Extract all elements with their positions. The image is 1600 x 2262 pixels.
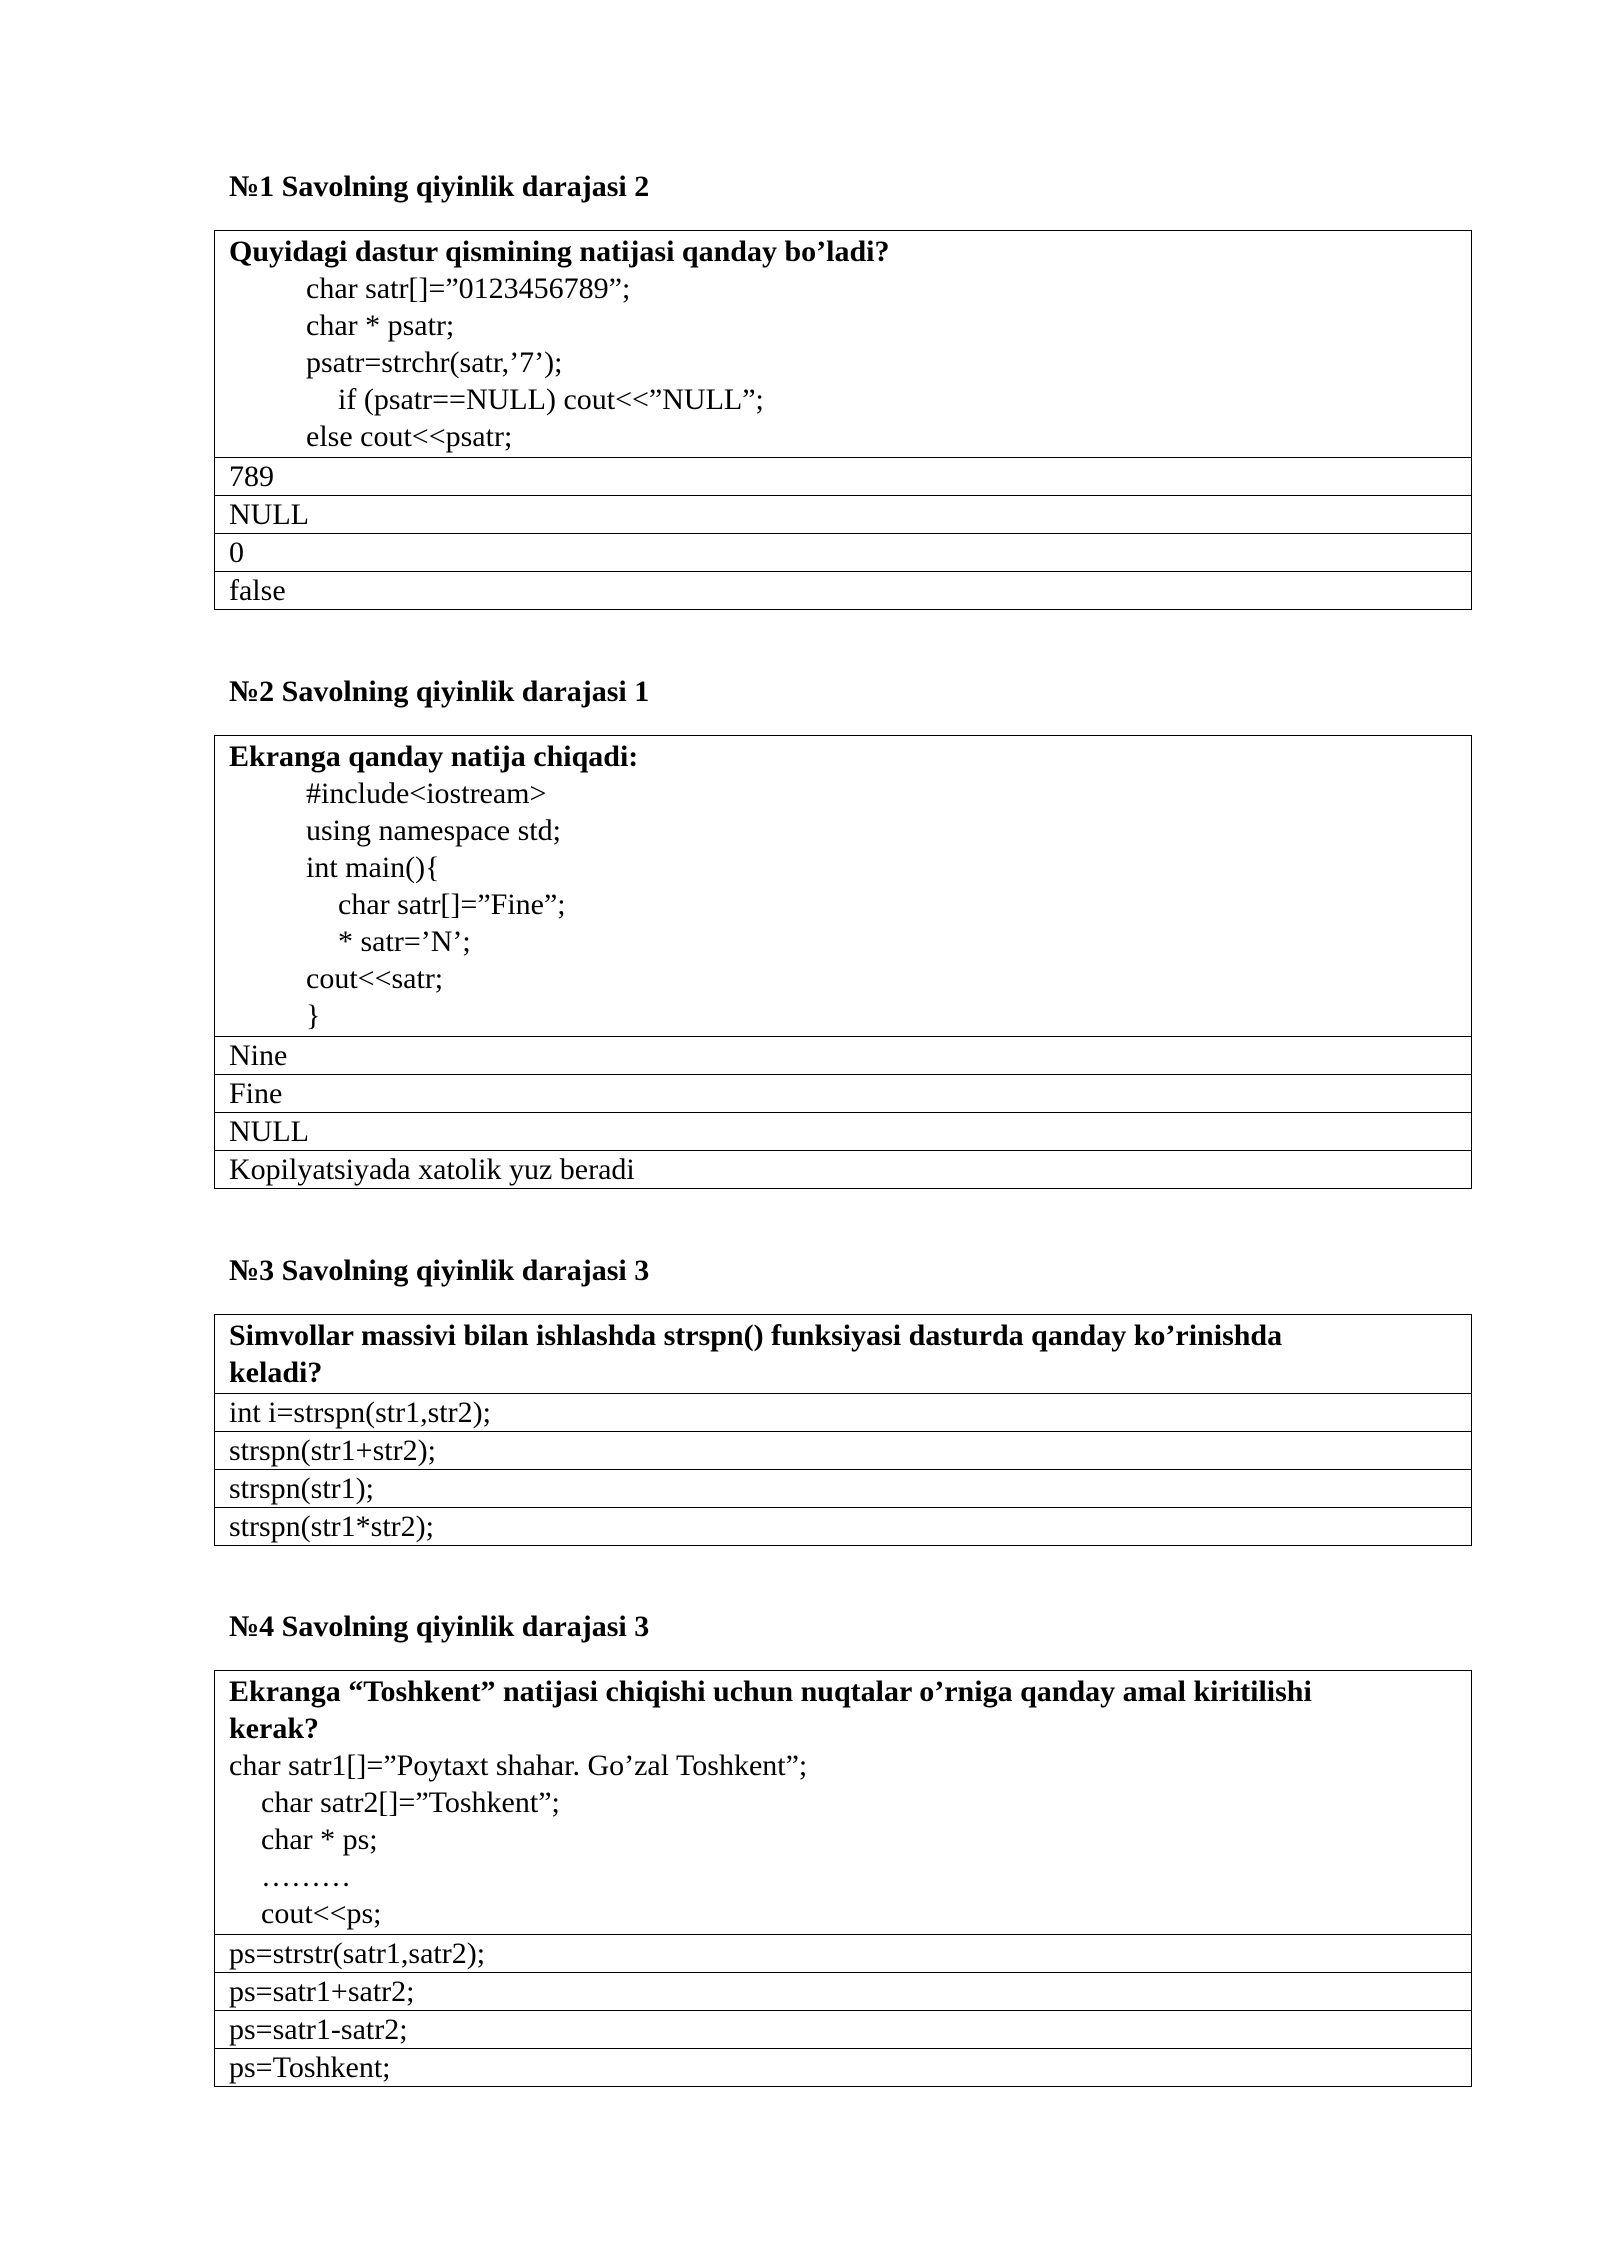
question-1-prompt: Quyidagi dastur qismining natijasi qanday bo’ladi? [229, 235, 890, 268]
answer-option: strspn(str1); [215, 1470, 1472, 1508]
code-line: char * ps; [261, 1823, 378, 1856]
question-2-body [215, 736, 1472, 1037]
answer-option: Nine [215, 1037, 1472, 1075]
question-3-body [215, 1315, 1472, 1394]
answer-option: false [215, 572, 1472, 610]
answer-option: ps=strstr(satr1,satr2); [215, 1935, 1472, 1973]
code-line: cout<<ps; [261, 1897, 382, 1930]
code-line: * satr=’N’; [338, 925, 471, 958]
code-line: char * psatr; [306, 309, 455, 342]
question-4-prompt-continued: kerak? [229, 1712, 319, 1745]
question-1-table [214, 230, 1472, 610]
answer-option: NULL [215, 496, 1472, 534]
code-line: if (psatr==NULL) cout<<”NULL”; [338, 383, 764, 416]
code-line: using namespace std; [306, 814, 561, 847]
question-2-table [214, 735, 1472, 1189]
question-2-heading: №2 Savolning qiyinlik darajasi 1 [229, 675, 650, 708]
answer-option: ps=satr1-satr2; [215, 2011, 1472, 2049]
question-3-prompt: Simvollar massivi bilan ishlashda strspn() funksiyasi dasturda qanday ko’rinishda [229, 1319, 1283, 1352]
question-4-heading: №4 Savolning qiyinlik darajasi 3 [229, 1610, 650, 1643]
question-4-table [214, 1670, 1472, 2087]
code-line: char satr[]=”0123456789”; [306, 272, 631, 305]
question-1-heading: №1 Savolning qiyinlik darajasi 2 [229, 170, 650, 203]
answer-option: 0 [215, 534, 1472, 572]
code-line: else cout<<psatr; [306, 420, 513, 453]
question-1-body [215, 231, 1472, 458]
code-line: cout<<satr; [306, 962, 444, 995]
question-4-body [215, 1671, 1472, 1935]
code-line: psatr=strchr(satr,’7’); [306, 346, 563, 379]
answer-option: NULL [215, 1113, 1472, 1151]
answer-option: ps=satr1+satr2; [215, 1973, 1472, 2011]
answer-option: 789 [215, 458, 1472, 496]
answer-option: strspn(str1+str2); [215, 1432, 1472, 1470]
code-line: char satr1[]=”Poytaxt shahar. Go’zal Toshkent”; [229, 1749, 808, 1782]
question-3-prompt-continued: keladi? [229, 1356, 323, 1389]
question-3-table [214, 1314, 1472, 1546]
code-line: } [306, 999, 321, 1032]
code-line: ……… [261, 1860, 351, 1893]
answer-option: Fine [215, 1075, 1472, 1113]
answer-option: Kopilyatsiyada xatolik yuz beradi [215, 1151, 1472, 1189]
question-3-heading: №3 Savolning qiyinlik darajasi 3 [229, 1254, 650, 1287]
code-line: char satr[]=”Fine”; [338, 888, 566, 921]
code-line: int main(){ [306, 851, 440, 884]
code-line: char satr2[]=”Toshkent”; [261, 1786, 560, 1819]
answer-option: strspn(str1*str2); [215, 1508, 1472, 1546]
code-line: #include<iostream> [306, 777, 547, 810]
answer-option: int i=strspn(str1,str2); [215, 1394, 1472, 1432]
question-2-prompt: Ekranga qanday natija chiqadi: [229, 740, 639, 773]
answer-option: ps=Toshkent; [215, 2049, 1472, 2087]
question-4-prompt: Ekranga “Toshkent” natijasi chiqishi uchun nuqtalar o’rniga qanday amal kiritilishi [229, 1675, 1312, 1708]
